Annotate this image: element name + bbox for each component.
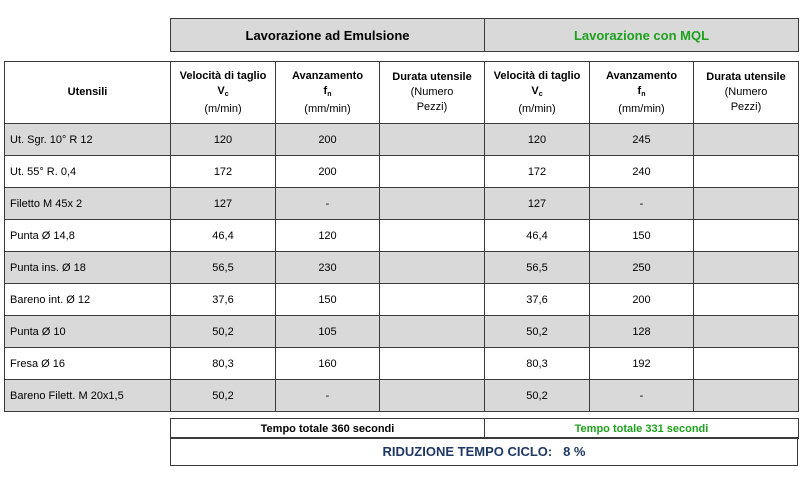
emul-durata-cell (380, 156, 485, 188)
section-header-mql: Lavorazione con MQL (485, 19, 799, 52)
mql-fn-cell: - (590, 380, 694, 412)
tool-name-cell: Ut. Sgr. 10° R 12 (5, 124, 171, 156)
avanzamento-symbol: $f_n$ (637, 84, 646, 98)
emul-fn-cell: - (276, 380, 380, 412)
tool-name-cell: Filetto M 45x 2 (5, 188, 171, 220)
velocita-title: Velocità di taglio (179, 69, 267, 82)
emul-fn-cell: 120 (276, 220, 380, 252)
reduction-box (170, 437, 798, 466)
emul-vc-cell: 56,5 (171, 252, 276, 284)
table-row (5, 220, 799, 252)
mql-durata-cell (694, 380, 799, 412)
velocita-title: Velocità di taglio (493, 69, 581, 82)
col-header-mql-avanzamento (590, 62, 694, 124)
emul-durata-cell (380, 252, 485, 284)
emul-fn-cell: 160 (276, 348, 380, 380)
mql-fn-cell: 150 (590, 220, 694, 252)
emul-vc-cell: 46,4 (171, 220, 276, 252)
mql-durata-cell (694, 284, 799, 316)
mql-fn-cell: 240 (590, 156, 694, 188)
mql-fn-cell: 128 (590, 316, 694, 348)
durata-title: Durata utensile (706, 71, 786, 83)
emul-vc-cell: 80,3 (171, 348, 276, 380)
mql-vc-cell: 127 (485, 188, 590, 220)
mql-durata-cell (694, 188, 799, 220)
tool-name-cell: Punta ins. Ø 18 (5, 252, 171, 284)
mql-fn-cell: 245 (590, 124, 694, 156)
reduction-text: RIDUZIONE TEMPO CICLO: 8 % (382, 444, 586, 459)
mql-durata-cell (694, 348, 799, 380)
emul-durata-cell (380, 188, 485, 220)
emul-durata-cell (380, 316, 485, 348)
mql-durata-cell (694, 124, 799, 156)
durata-line3: Pezzi) (730, 101, 762, 113)
avanzamento-title: Avanzamento (605, 69, 678, 82)
mql-vc-cell: 172 (485, 156, 590, 188)
mql-durata-cell (694, 252, 799, 284)
emul-fn-cell: 230 (276, 252, 380, 284)
tools-table-body (5, 124, 799, 412)
total-time-mql: Tempo totale 331 secondi (485, 419, 799, 439)
emul-durata-cell (380, 124, 485, 156)
avanzamento-symbol: $f_n$ (323, 84, 332, 98)
mql-vc-cell: 50,2 (485, 380, 590, 412)
mql-durata-cell (694, 156, 799, 188)
emul-fn-cell: 150 (276, 284, 380, 316)
table-row (5, 252, 799, 284)
durata-line2: (Numero (724, 86, 768, 98)
mql-fn-cell: 192 (590, 348, 694, 380)
col-header-mql-durata (694, 62, 799, 124)
durata-title: Durata utensile (392, 71, 472, 83)
emul-durata-cell (380, 348, 485, 380)
tools-table (4, 61, 799, 412)
table-row (5, 156, 799, 188)
mql-fn-cell: - (590, 188, 694, 220)
avanzamento-unit: (mm/min) (304, 102, 351, 115)
table-row (5, 188, 799, 220)
table-row (5, 380, 799, 412)
velocita-symbol: $V_c$ (531, 84, 543, 98)
col-header-mql-velocita (485, 62, 590, 124)
emul-durata-cell (380, 380, 485, 412)
emul-vc-cell: 120 (171, 124, 276, 156)
table-row (5, 284, 799, 316)
tool-name-cell: Fresa Ø 16 (5, 348, 171, 380)
table-row (5, 124, 799, 156)
mql-vc-cell: 46,4 (485, 220, 590, 252)
col-header-emul-velocita (171, 62, 276, 124)
tool-name-cell: Bareno int. Ø 12 (5, 284, 171, 316)
mql-vc-cell: 56,5 (485, 252, 590, 284)
velocita-unit: (m/min) (204, 102, 242, 115)
velocita-unit: (m/min) (518, 102, 556, 115)
emul-vc-cell: 37,6 (171, 284, 276, 316)
mql-vc-cell: 120 (485, 124, 590, 156)
col-header-emul-durata (380, 62, 485, 124)
emul-vc-cell: 50,2 (171, 380, 276, 412)
emul-fn-cell: 105 (276, 316, 380, 348)
mql-vc-cell: 50,2 (485, 316, 590, 348)
avanzamento-title: Avanzamento (291, 69, 364, 82)
col-header-utensili: Utensili (5, 62, 171, 124)
mql-vc-cell: 37,6 (485, 284, 590, 316)
emul-durata-cell (380, 220, 485, 252)
mql-durata-cell (694, 316, 799, 348)
emul-vc-cell: 127 (171, 188, 276, 220)
mql-fn-cell: 250 (590, 252, 694, 284)
tool-name-cell: Punta Ø 14,8 (5, 220, 171, 252)
durata-line2: (Numero (410, 86, 454, 98)
tool-name-cell: Punta Ø 10 (5, 316, 171, 348)
emul-fn-cell: 200 (276, 124, 380, 156)
durata-line3: Pezzi) (416, 101, 448, 113)
total-time-emulsione: Tempo totale 360 secondi (171, 419, 485, 439)
column-header-row (5, 62, 799, 124)
emul-vc-cell: 50,2 (171, 316, 276, 348)
velocita-symbol: $V_c$ (217, 84, 229, 98)
mql-fn-cell: 200 (590, 284, 694, 316)
emul-fn-cell: - (276, 188, 380, 220)
tool-name-cell: Ut. 55° R. 0,4 (5, 156, 171, 188)
col-header-emul-avanzamento (276, 62, 380, 124)
emul-durata-cell (380, 284, 485, 316)
table-row (5, 348, 799, 380)
tool-name-cell: Bareno Filett. M 20x1,5 (5, 380, 171, 412)
emul-vc-cell: 172 (171, 156, 276, 188)
section-header-table (170, 18, 799, 52)
mql-durata-cell (694, 220, 799, 252)
avanzamento-unit: (mm/min) (618, 102, 665, 115)
section-header-emulsione: Lavorazione ad Emulsione (171, 19, 485, 52)
totals-table (170, 418, 799, 439)
mql-vc-cell: 80,3 (485, 348, 590, 380)
emul-fn-cell: 200 (276, 156, 380, 188)
table-row (5, 316, 799, 348)
